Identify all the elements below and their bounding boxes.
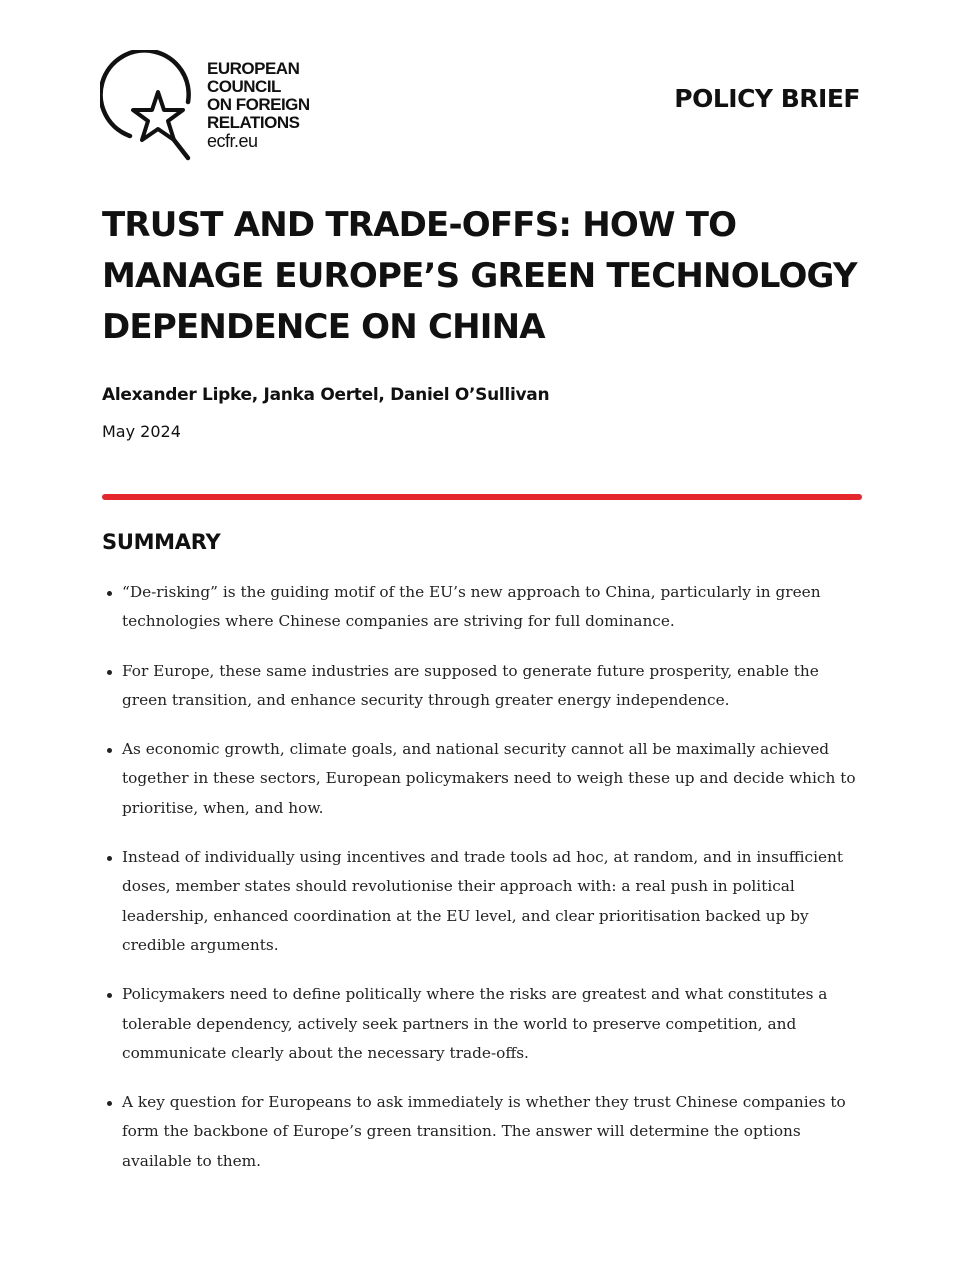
logo-line: EUROPEAN <box>207 59 300 78</box>
summary-bullet: A key question for Europeans to ask immediately is whether they trust Chinese companies to form the backbone of Europe’s green transition. The answer will determine the options available to them. <box>102 1088 862 1176</box>
ecfr-logo <box>100 50 340 162</box>
logo-line: ON FOREIGN <box>207 95 310 114</box>
summary-bullet: “De-risking” is the guiding motif of the EU’s new approach to China, particularly in green technologies where Chinese companies are striving for full dominance. <box>102 578 862 637</box>
summary-heading: SUMMARY <box>102 530 221 554</box>
circle-star-icon <box>100 50 200 162</box>
logo-line: COUNCIL <box>207 77 281 96</box>
summary-bullet: Instead of individually using incentives and trade tools ad hoc, at random, and in insufficient doses, member states should revolutionise their approach with: a real push in political leadership, enhanced coordination at the EU level, and clear prioritisation backed up by credible arguments. <box>102 843 862 960</box>
authors: Alexander Lipke, Janka Oertel, Daniel O’Sullivan <box>102 385 550 405</box>
summary-bullet: For Europe, these same industries are supposed to generate future prosperity, enable the green transition, and enhance security through greater energy independence. <box>102 657 862 716</box>
logo-wordmark <box>207 60 310 150</box>
logo-line: RELATIONS <box>207 113 300 132</box>
publication-date: May 2024 <box>102 422 181 441</box>
summary-bullet: Policymakers need to define politically where the risks are greatest and what constitutes a tolerable dependency, actively seek partners in the world to preserve competition, and communicate clearly about the necessary trade-offs. <box>102 980 862 1068</box>
red-divider <box>102 494 862 500</box>
logo-url: ecfr.eu <box>207 131 258 151</box>
document-type-label: POLICY BRIEF <box>674 84 860 113</box>
document-title: TRUST AND TRADE-OFFS: HOW TO MANAGE EUROPE’S GREEN TECHNOLOGY DEPENDENCE ON CHINA <box>102 205 857 347</box>
summary-bullet: As economic growth, climate goals, and national security cannot all be maximally achieved together in these sectors, European policymakers need to weigh these up and decide which to prioritise, when, and how. <box>102 735 862 823</box>
summary-list <box>102 578 862 1196</box>
